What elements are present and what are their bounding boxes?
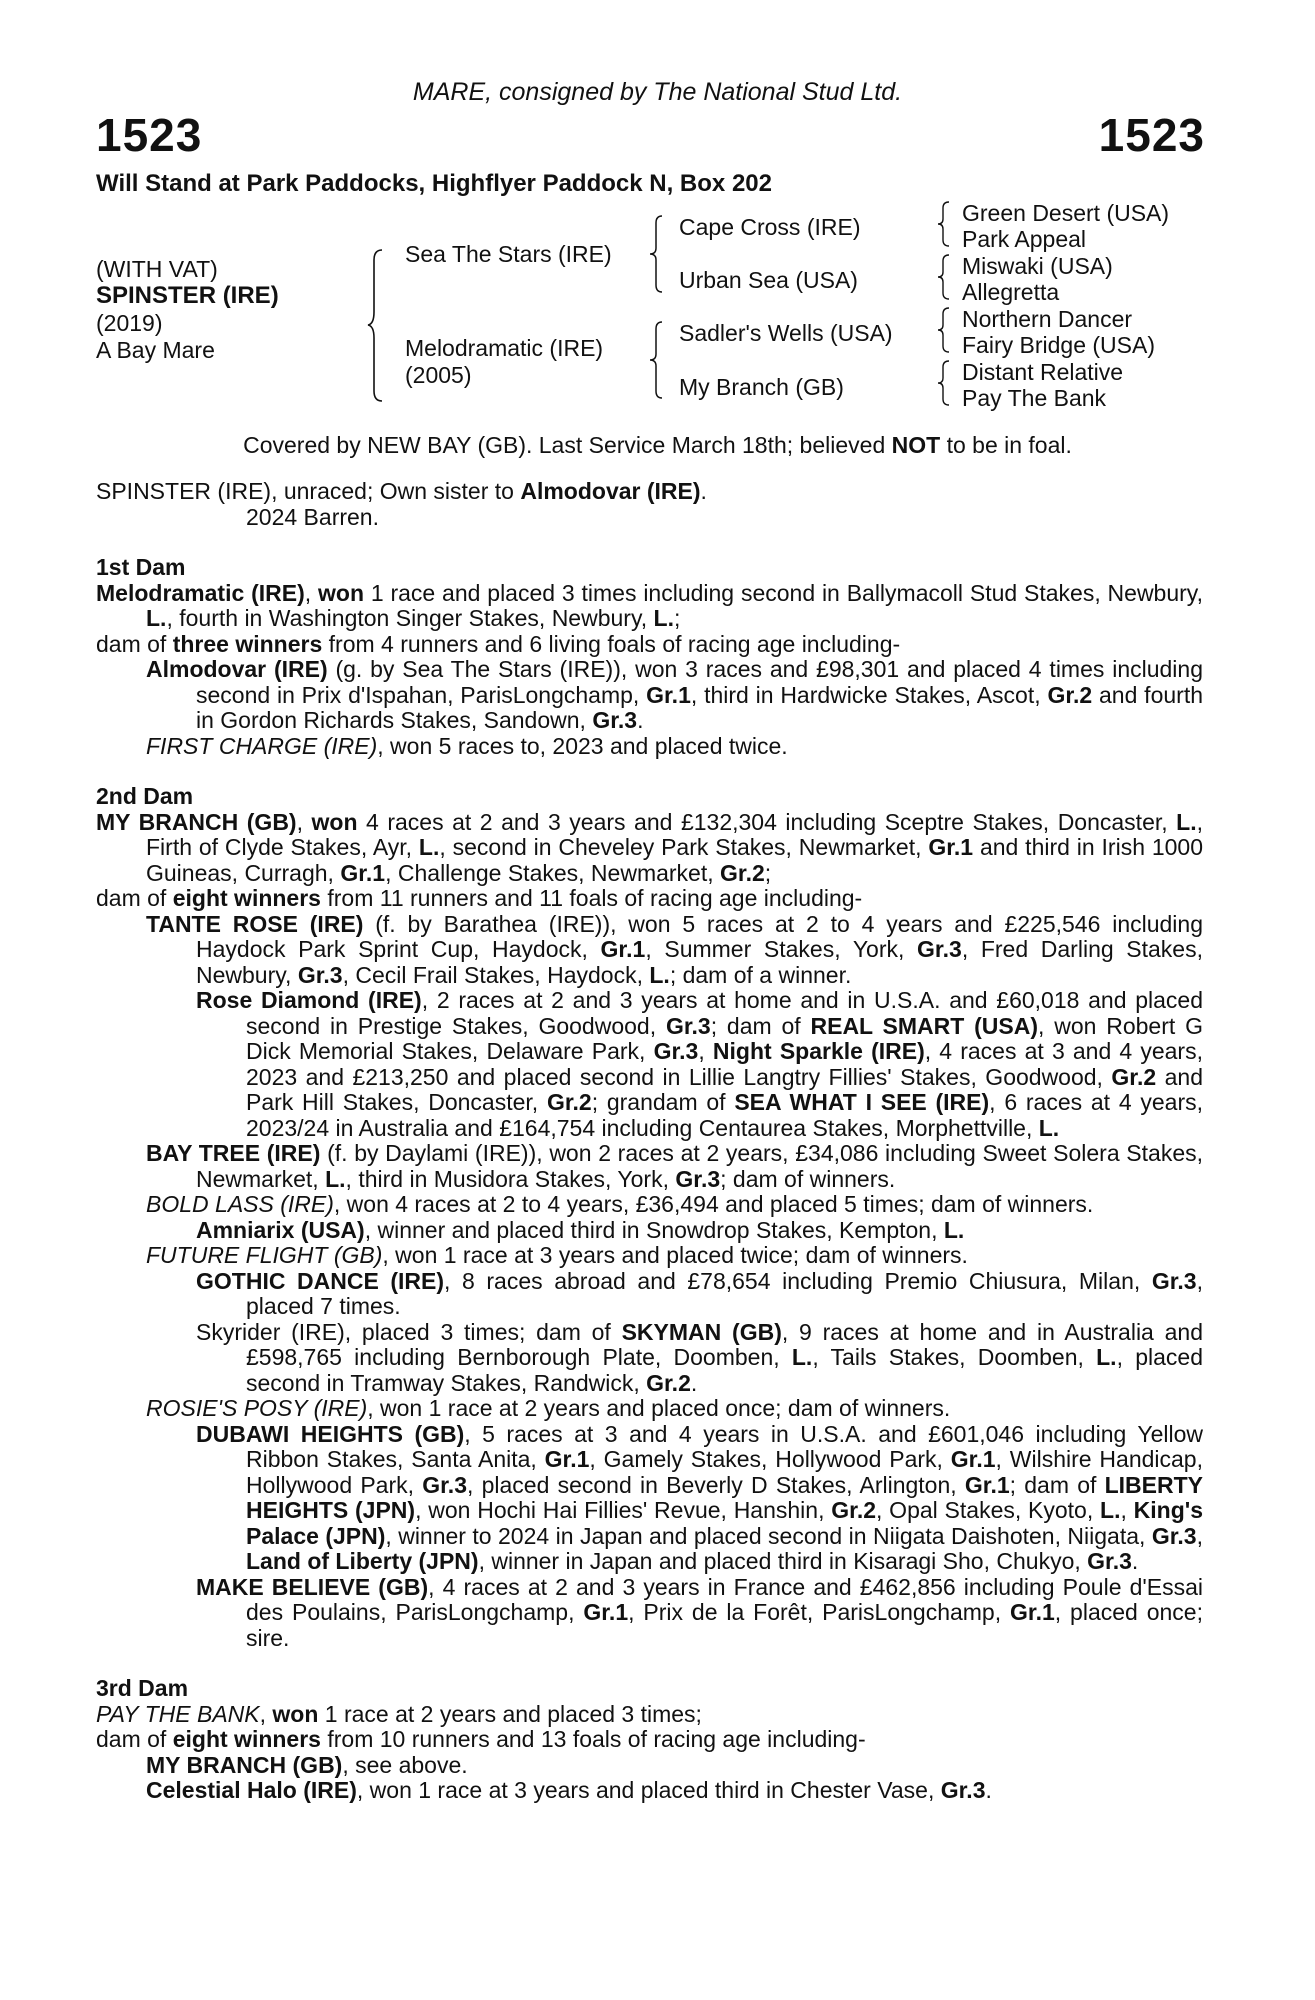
entry-my-branch [96, 1753, 1203, 1779]
almodovar-t1: (g. by Sea The Stars (IRE)), won 3 races and £98,301 and placed 4 times including second in Prix d'Ispahan, ParisLongchamp, [196, 656, 1203, 708]
rosies-posy-t1: , won 1 race at 2 years and placed once; dam of winners. [367, 1395, 951, 1421]
horse-description: A Bay Mare [96, 337, 215, 363]
gp-2: Park Appeal [962, 226, 1087, 252]
intro-text: SPINSTER (IRE), unraced; Own sister to [96, 478, 521, 504]
dubawi-heights-g2: Gr.2 [831, 1497, 877, 1523]
gp-5: Northern Dancer [962, 306, 1133, 332]
tante-rose-g3a: Gr.3 [917, 936, 962, 962]
entry-skyrider [96, 1320, 1203, 1397]
rose-diamond-name: Rose Diamond (IRE) [196, 987, 422, 1013]
sea-what-i-see-name: SEA WHAT I SEE (IRE) [734, 1089, 990, 1115]
make-believe-t1: , 4 races at 2 and 3 years in France and £462,856 including Poule d'Essai des Poulains, ParisLongchamp, [246, 1573, 1204, 1625]
lot-number-left: 1523 [96, 109, 203, 161]
entry-celestial-halo [96, 1778, 1203, 1804]
pedigree-brace-main [366, 248, 388, 403]
almodovar-t2: , third in Hardwicke Stakes, Ascot, [690, 681, 1048, 708]
my-branch-t1: , see above. [342, 1751, 468, 1778]
dam2-t4: and third in Irish 1000 Guineas, Curragh, [146, 834, 1204, 886]
entry-almodovar [96, 657, 1203, 734]
real-smart-name: REAL SMART (USA) [810, 1012, 1038, 1039]
almodovar-t3: and fourth in Gordon Richards Stakes, Sandown, [196, 681, 1203, 733]
horse-name: SPINSTER (IRE) [96, 282, 279, 309]
dubawi-heights-l: L. [1100, 1497, 1121, 1523]
liberty-heights-name: LIBERTY HEIGHTS (JPN) [246, 1471, 1203, 1523]
gothic-dance-t2: , placed 7 times. [246, 1267, 1203, 1319]
dam1-dam-of [96, 632, 1203, 658]
almodovar-g3: Gr.3 [592, 707, 638, 733]
intro-barren: 2024 Barren. [246, 503, 379, 530]
rose-diamond-t1: , 2 races at 2 and 3 years at home and in U.S.A. and £60,018 and placed second in Prestige Stakes, Goodwood, [246, 987, 1203, 1039]
make-believe-t2: , Prix de la Forêt, ParisLongchamp, [628, 1599, 1011, 1625]
dam-name: Melodramatic (IRE) [405, 335, 604, 361]
dam2-t2: , Firth of Clyde Stakes, Ayr, [146, 808, 1204, 860]
entry-amniarix [96, 1218, 1203, 1244]
dam1-t3: , fourth in Washington Singer Stakes, Newbury, [166, 605, 654, 631]
dam3-eight-winners: eight winners [172, 1726, 321, 1752]
stand-location: Will Stand at Park Paddocks, Highflyer Paddock N, Box 202 [96, 170, 772, 197]
skyrider-t3: , Tails Stakes, Doomben, [812, 1344, 1097, 1370]
tante-rose-t1: (f. by Barathea (IRE)), won 5 races at 2 to 4 years and £225,546 including Haydock Park Sprint Cup, Haydock, [196, 910, 1203, 962]
skyrider-l2: L. [1096, 1344, 1117, 1370]
gp-4: Allegretta [962, 279, 1060, 305]
first-charge-name: FIRST CHARGE (IRE) [146, 732, 378, 759]
dam2-name: MY BRANCH (GB) [96, 808, 297, 835]
gp-1: Green Desert (USA) [962, 200, 1170, 226]
dam1-t2: 1 race and placed 3 times including second in Ballymacoll Stud Stakes, Newbury, [364, 579, 1203, 606]
pedigree-brace-g3 [936, 306, 952, 354]
rosies-posy-name: ROSIE'S POSY (IRE) [146, 1395, 368, 1421]
tante-rose-g1: Gr.1 [600, 936, 646, 962]
dam1-record [96, 581, 1203, 632]
land-of-liberty-name: Land of Liberty (JPN) [246, 1548, 479, 1574]
dam2-record [96, 810, 1203, 887]
amniarix-t1: , winner and placed third in Snowdrop Stakes, Kempton, [364, 1216, 944, 1243]
celestial-halo-t1: , won 1 race at 3 years and placed third in Chester Vase, [356, 1777, 941, 1803]
dam1-name: Melodramatic (IRE) [96, 579, 305, 606]
dubawi-heights-g3c: Gr.3 [1087, 1548, 1132, 1574]
dubawi-heights-t7: , Opal Stakes, Kyoto, [876, 1497, 1101, 1523]
almodovar-g2: Gr.2 [1047, 681, 1093, 708]
horse-year: (2019) [96, 310, 163, 336]
gothic-dance-t1: , 8 races abroad and £78,654 including Premio Chiusura, Milan, [444, 1267, 1152, 1294]
make-believe-g1b: Gr.1 [1010, 1599, 1055, 1625]
dubawi-heights-g1c: Gr.1 [964, 1471, 1010, 1498]
dubawi-heights-t10: , [1196, 1522, 1203, 1549]
dubawi-heights-g3: Gr.3 [422, 1471, 467, 1498]
dam2-l2: L. [418, 834, 440, 860]
entry-future-flight [96, 1243, 1203, 1269]
covered-line [0, 432, 1315, 459]
future-flight-t1: , won 1 race at 3 years and placed twice; dam of winners. [382, 1242, 968, 1268]
pedigree-brace-g1 [936, 200, 952, 248]
future-flight-name: FUTURE FLIGHT (GB) [146, 1242, 383, 1268]
intro-sister: Almodovar (IRE) [520, 478, 701, 504]
skyrider-t1: Skyrider (IRE), placed 3 times; dam of [196, 1318, 622, 1345]
dubawi-heights-t6: , won Hochi Hai Fillies' Revue, Hanshin, [415, 1497, 832, 1523]
covered-not: NOT [891, 432, 941, 458]
bay-tree-t2: , third in Musidora Stakes, York, [345, 1165, 676, 1192]
dam3-dam-of [96, 1727, 1203, 1753]
dam2-g1a: Gr.1 [928, 834, 974, 860]
skyrider-t5: . [690, 1369, 698, 1396]
gothic-dance-name: GOTHIC DANCE (IRE) [196, 1267, 445, 1294]
dam3-record [96, 1702, 1203, 1728]
dam-year: (2005) [405, 362, 472, 388]
dubawi-heights-g1a: Gr.1 [544, 1446, 590, 1472]
dam-sire: Sadler's Wells (USA) [679, 320, 893, 346]
entry-rose-diamond [96, 988, 1203, 1141]
my-branch-name: MY BRANCH (GB) [146, 1751, 343, 1778]
rose-diamond-t8: , 6 races at 4 years, 2023/24 in Australia and £164,754 including Centaurea Stakes, Morphettville, [246, 1089, 1204, 1141]
skyrider-g2: Gr.2 [646, 1369, 691, 1396]
pedigree-brace-sire [648, 214, 666, 294]
rose-diamond-t3: , won Robert G Dick Memorial Stakes, Delaware Park, [246, 1012, 1203, 1064]
dam1-heading: 1st Dam [96, 554, 186, 580]
celestial-halo-t2: . [985, 1777, 992, 1803]
gp-6: Fairy Bridge (USA) [962, 332, 1155, 358]
bay-tree-t1: (f. by Daylami (IRE)), won 2 races at 2 years, £34,086 including Sweet Solera Stakes, Newmarket, [196, 1140, 1203, 1192]
rose-diamond-t4: , [698, 1038, 713, 1064]
sire-name: Sea The Stars (IRE) [405, 241, 612, 267]
make-believe-g1a: Gr.1 [583, 1599, 629, 1625]
dam3-name: PAY THE BANK [96, 1700, 260, 1727]
dam1-three-winners: three winners [172, 630, 323, 657]
dam3-t1: 1 race at 2 years and placed 3 times; [318, 1700, 702, 1727]
dam1-damof-b: from 4 runners and 6 living foals of racing age including- [322, 630, 901, 657]
entry-bay-tree [96, 1141, 1203, 1192]
entry-bold-lass [96, 1192, 1203, 1218]
covered-text-end: to be in foal. [940, 432, 1072, 458]
lot-number-right: 1523 [1098, 109, 1205, 161]
catalogue-body [96, 479, 1203, 1804]
dam2-heading: 2nd Dam [96, 783, 194, 809]
dam2-damof-b: from 11 runners and 11 foals of racing age including- [320, 885, 863, 911]
gothic-dance-g3: Gr.3 [1151, 1267, 1197, 1294]
dam2-won: won [311, 808, 358, 835]
dam2-t3: , second in Cheveley Park Stakes, Newmarket, [439, 834, 929, 860]
tante-rose-l: L. [649, 961, 670, 988]
rose-diamond-l: L. [1038, 1114, 1060, 1141]
bold-lass-name: BOLD LASS (IRE) [146, 1191, 334, 1217]
dam2-dam-of [96, 886, 1203, 912]
dam3-damof-a: dam of [96, 1726, 173, 1752]
dubawi-heights-t4: , placed second in Beverly D Stakes, Arlington, [467, 1471, 965, 1498]
make-believe-name: MAKE BELIEVE (GB) [196, 1573, 429, 1600]
dubawi-heights-g3b: Gr.3 [1151, 1522, 1197, 1549]
make-believe-t3: , placed once; sire. [246, 1599, 1203, 1651]
dam1-t1: , [304, 579, 318, 606]
dam1-damof-a: dam of [96, 630, 173, 657]
dubawi-heights-t11: , winner in Japan and placed third in Kisaragi Sho, Chukyo, [478, 1548, 1088, 1574]
dubawi-heights-t8: , [1120, 1497, 1134, 1523]
almodovar-g1: Gr.1 [646, 681, 691, 708]
dam2-t1: 4 races at 2 and 3 years and £132,304 including Sceptre Stakes, Doncaster, [357, 808, 1177, 835]
dubawi-heights-t12: . [1131, 1548, 1139, 1574]
kings-palace-name: King's Palace (JPN) [246, 1497, 1203, 1549]
gp-7: Distant Relative [962, 359, 1124, 385]
gp-8: Pay The Bank [962, 385, 1107, 411]
amniarix-l: L. [943, 1216, 965, 1243]
dam3-won: won [272, 1700, 319, 1727]
intro-line [96, 479, 1203, 505]
dam-dam: My Branch (GB) [679, 374, 844, 400]
tante-rose-g3b: Gr.3 [297, 961, 343, 988]
dam3-heading: 3rd Dam [96, 1675, 189, 1701]
consignor-line: MARE, consigned by The National Stud Ltd. [412, 78, 903, 106]
sire-sire: Cape Cross (IRE) [679, 214, 861, 240]
pedigree-brace-g2 [936, 253, 952, 301]
almodovar-t4: . [637, 707, 644, 733]
dubawi-heights-t9: , winner to 2024 in Japan and placed second in Niigata Daishoten, Niigata, [385, 1522, 1152, 1549]
dam1-t4: ; [673, 605, 681, 631]
dam1-l2: L. [653, 605, 674, 631]
rose-diamond-t6: and Park Hill Stakes, Doncaster, [246, 1063, 1204, 1115]
rose-diamond-g2a: Gr.2 [1111, 1063, 1157, 1090]
rose-diamond-g3b: Gr.3 [653, 1038, 699, 1064]
dam2-t6: ; [764, 859, 772, 886]
night-sparkle-name: Night Sparkle (IRE) [712, 1038, 925, 1064]
dubawi-heights-t1: , 5 races at 3 and 4 years in U.S.A. and £601,046 including Yellow Ribbon Stakes, Santa Anita, [246, 1420, 1203, 1472]
skyrider-t2: , 9 races at home and in Australia and £598,765 including Bernborough Plate, Doomben, [246, 1318, 1203, 1370]
rose-diamond-t2: ; dam of [710, 1012, 811, 1039]
intro-end: . [700, 478, 707, 504]
dubawi-heights-g1b: Gr.1 [950, 1446, 996, 1472]
rose-diamond-g3a: Gr.3 [665, 1012, 711, 1039]
entry-rosies-posy [96, 1396, 1203, 1422]
rose-diamond-g2b: Gr.2 [546, 1089, 592, 1115]
bay-tree-g3: Gr.3 [675, 1165, 721, 1192]
dam1-l1: L. [146, 605, 167, 631]
pedigree-brace-dam [648, 320, 666, 400]
celestial-halo-g3: Gr.3 [940, 1777, 986, 1803]
entry-dubawi-heights [96, 1422, 1203, 1575]
dam2-t0: , [296, 808, 312, 835]
rose-diamond-t7: ; grandam of [591, 1089, 735, 1115]
dubawi-heights-t2: , Gamely Stakes, Hollywood Park, [589, 1446, 951, 1472]
tante-rose-t5: ; dam of a winner. [669, 961, 852, 988]
dam2-l1: L. [1176, 808, 1197, 835]
dam2-t5: , Challenge Stakes, Newmarket, [385, 859, 721, 886]
dam2-g2: Gr.2 [720, 859, 765, 886]
dam2-g1b: Gr.1 [340, 859, 386, 886]
sire-dam: Urban Sea (USA) [679, 267, 858, 293]
rose-diamond-t5: , 4 races at 3 and 4 years, 2023 and £213,250 and placed second in Lillie Langtry Fillies' Stakes, Goodwood, [246, 1038, 1203, 1090]
amniarix-name: Amniarix (USA) [196, 1216, 365, 1243]
tante-rose-t3: , Fred Darling Stakes, Newbury, [196, 936, 1203, 988]
pedigree-brace-g4 [936, 359, 952, 407]
entry-tante-rose [96, 912, 1203, 989]
dam3-t0: , [259, 1700, 273, 1727]
gp-3: Miswaki (USA) [962, 253, 1113, 279]
entry-first-charge [96, 734, 1203, 760]
dam1-won: won [318, 579, 364, 606]
bold-lass-t1: , won 4 races at 2 to 4 years, £36,494 and placed 5 times; dam of winners. [333, 1191, 1094, 1217]
bay-tree-l: L. [325, 1165, 346, 1192]
bay-tree-t3: ; dam of winners. [720, 1165, 896, 1192]
almodovar-name: Almodovar (IRE) [146, 656, 328, 682]
celestial-halo-name: Celestial Halo (IRE) [146, 1777, 357, 1803]
first-charge-t1: , won 5 races to, 2023 and placed twice. [377, 732, 788, 759]
covered-text: Covered by NEW BAY (GB). Last Service March 18th; believed [243, 432, 892, 458]
bay-tree-name: BAY TREE (IRE) [146, 1140, 321, 1166]
tante-rose-t2: , Summer Stakes, York, [645, 936, 918, 962]
skyrider-l1: L. [791, 1344, 813, 1370]
dam2-damof-a: dam of [96, 885, 173, 911]
tante-rose-name: TANTE ROSE (IRE) [146, 910, 364, 937]
dubawi-heights-t5: ; dam of [1009, 1471, 1105, 1498]
dubawi-heights-t3: , Wilshire Handicap, Hollywood Park, [246, 1446, 1203, 1498]
dam2-eight-winners: eight winners [172, 885, 321, 911]
dubawi-heights-name: DUBAWI HEIGHTS (GB) [196, 1420, 465, 1447]
vat-label: (WITH VAT) [96, 256, 218, 282]
entry-make-believe [96, 1575, 1203, 1652]
entry-gothic-dance [96, 1269, 1203, 1320]
skyman-name: SKYMAN (GB) [621, 1318, 782, 1345]
dam3-damof-b: from 10 runners and 13 foals of racing age including- [320, 1726, 866, 1752]
skyrider-t4: , placed second in Tramway Stakes, Randwick, [246, 1344, 1203, 1396]
tante-rose-t4: , Cecil Frail Stakes, Haydock, [342, 961, 650, 988]
